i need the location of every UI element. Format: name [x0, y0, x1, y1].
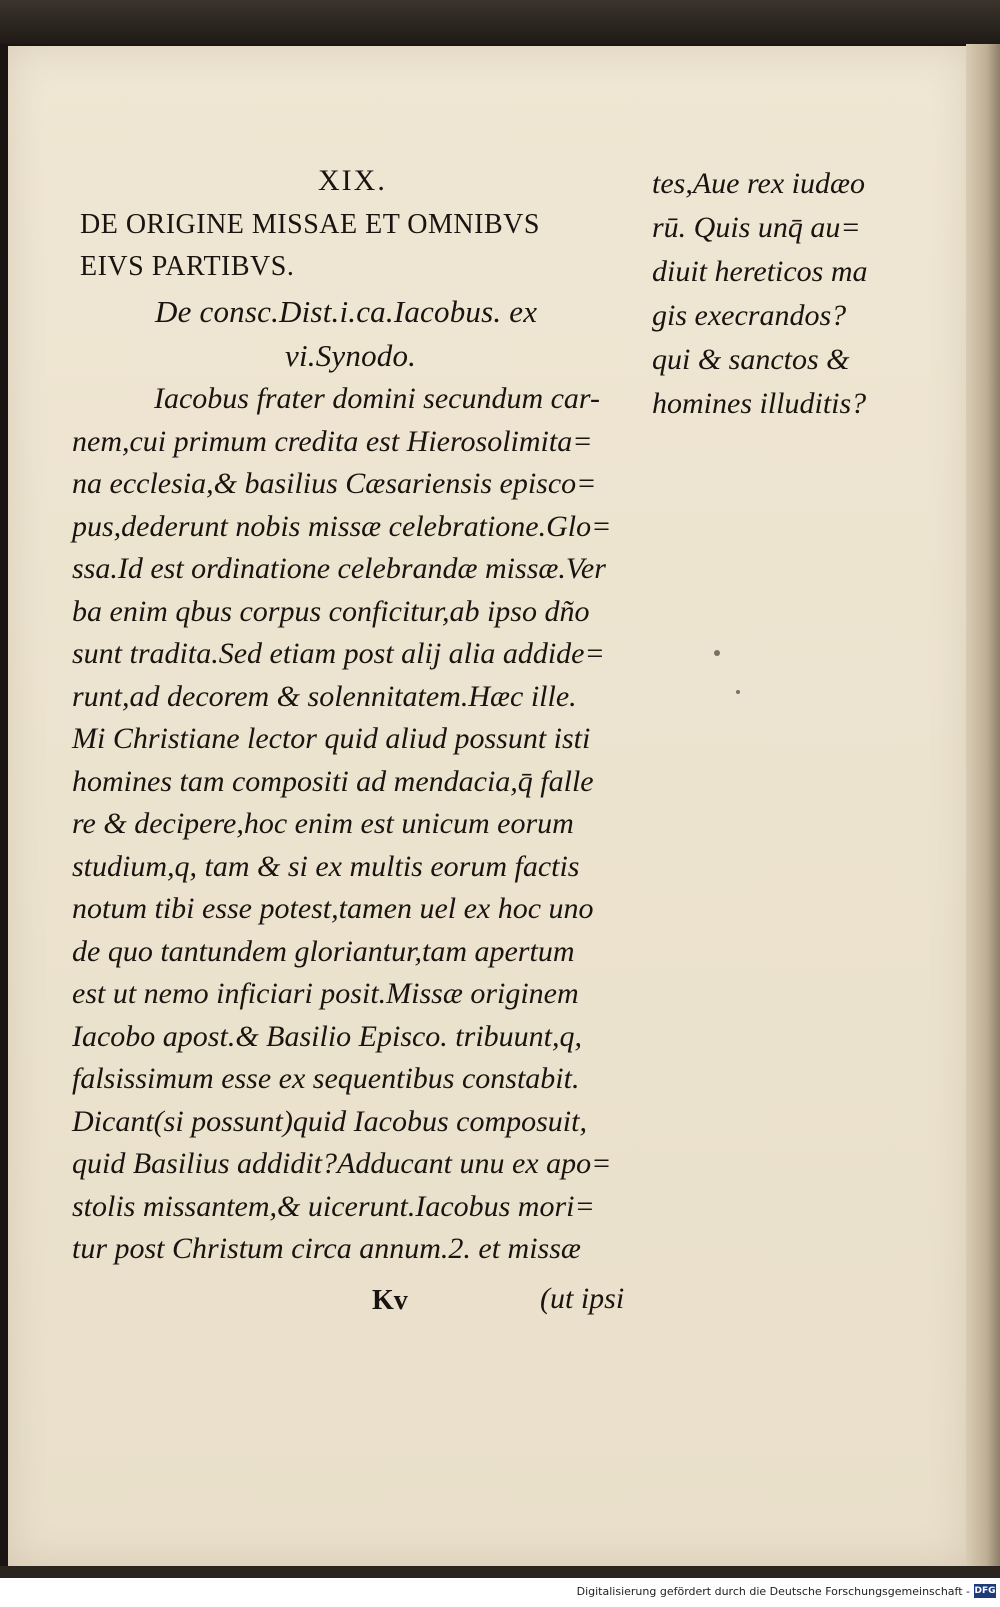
main-text-line: homines tam compositi ad mendacia,q̄ falle — [72, 764, 594, 798]
main-text-line: na ecclesia,& basilius Cæsariensis episco= — [72, 467, 597, 500]
chapter-heading-line2: EIVS PARTIBVS. — [80, 251, 295, 282]
dfg-logo: DFG — [974, 1586, 996, 1596]
scan-bottom-border — [0, 1566, 1000, 1578]
main-text-block — [72, 378, 652, 1271]
footer-credit: Digitalisierung gefördert durch die Deutsche Forschungsgemeinschaft - — [576, 1585, 970, 1598]
catchword: (ut ipsi — [540, 1282, 625, 1315]
main-text-line: tur post Christum circa annum.2. et missæ — [72, 1232, 581, 1265]
main-text-line: Iacobo apost.& Basilio Episco. tribuunt,q, — [72, 1019, 582, 1053]
scan-top-border — [0, 0, 1000, 44]
main-text-line: Iacobus frater domini secundum car- — [154, 382, 601, 415]
footer-bar — [0, 1578, 1000, 1607]
page-number: XIX. — [318, 164, 387, 197]
signature-mark: Kv — [372, 1285, 408, 1316]
main-text-line: sunt tradita.Sed etiam post alij alia addide= — [72, 637, 605, 670]
page-edge — [966, 44, 1000, 1574]
side-text-block — [652, 162, 912, 426]
side-text-line: gis execrandos? — [652, 299, 847, 332]
side-text-line: homines illuditis? — [652, 387, 867, 420]
side-text-line: tes,Aue rex iudæo — [652, 167, 866, 200]
citation-line2: vi.Synodo. — [285, 338, 417, 373]
citation-line1: De consc.Dist.i.ca.Iacobus. ex — [155, 294, 538, 329]
main-text-line: Mi Christiane lector quid aliud possunt isti — [72, 722, 591, 755]
main-text-line: falsissimum esse ex sequentibus constabit. — [72, 1062, 580, 1095]
main-text-line: ba enim qbus corpus conficitur,ab ipso dño — [72, 594, 590, 628]
side-text-line: rū. Quis unq̄ au= — [652, 211, 861, 244]
paper-speck — [736, 690, 740, 694]
chapter-heading-line1: DE ORIGINE MISSAE ET OMNIBVS — [80, 209, 540, 240]
side-text-line: diuit hereticos ma — [652, 255, 868, 288]
main-text-line: de quo tantundem gloriantur,tam apertum — [72, 934, 575, 968]
main-text-line: runt,ad decorem & solennitatem.Hæc ille. — [72, 679, 577, 713]
main-text-line: Dicant(si possunt)quid Iacobus composuit, — [72, 1104, 587, 1138]
paper-speck — [714, 650, 720, 656]
main-text-line: studium,q, tam & si ex multis eorum factis — [72, 849, 580, 883]
main-text-line: notum tibi esse potest,tamen uel ex hoc uno — [72, 892, 594, 925]
main-text-line: ssa.Id est ordinatione celebrandæ missæ.Ver — [72, 552, 606, 585]
side-text-line: qui & sanctos & — [652, 343, 850, 376]
main-text-line: re & decipere,hoc enim est unicum eorum — [72, 807, 574, 840]
main-text-line: est ut nemo inficiari posit.Missæ originem — [72, 977, 579, 1010]
main-text-line: nem,cui primum credita est Hierosolimita= — [72, 424, 593, 458]
main-text-line: quid Basilius addidit?Adducant unu ex apo= — [72, 1147, 612, 1180]
main-text-line: stolis missantem,& uicerunt.Iacobus mori= — [72, 1189, 595, 1223]
main-text-line: pus,dederunt nobis missæ celebratione.Glo= — [72, 509, 612, 543]
